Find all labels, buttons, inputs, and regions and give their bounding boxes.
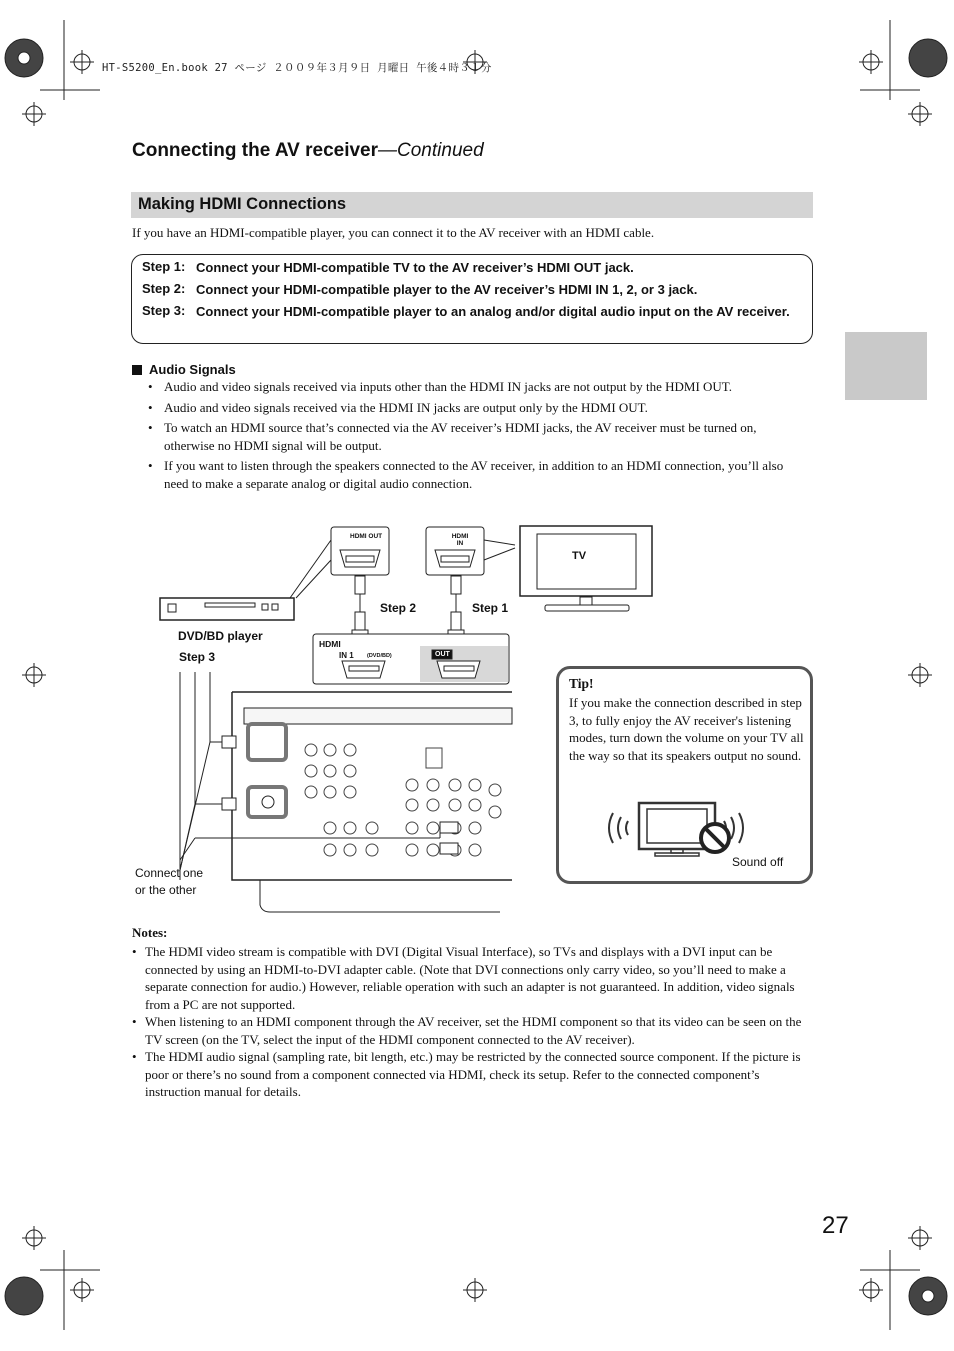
- out-label: OUT: [435, 651, 450, 658]
- page-title-suffix: —Continued: [378, 140, 484, 161]
- tv-label: TV: [572, 550, 587, 562]
- connect-one-label: Connect one: [135, 866, 204, 880]
- step-text: Connect your HDMI-compatible player to the AV receiver’s HDMI IN 1, 2, or 3 jack.: [196, 282, 698, 297]
- list-item: • Audio and video signals received via the HDMI IN jacks are output only by the HDMI OUT.: [148, 399, 808, 417]
- intro-paragraph: If you have an HDMI-compatible player, you can connect it to the AV receiver with an HDMI cable.: [132, 225, 655, 240]
- note-item: • The HDMI audio signal (sampling rate, bit length, etc.) may be restricted by the connected source component. If the picture is poor or there’s no sound from a component connected via HDMI, check its setup. Refer to the connected component’s instruction manual for details.: [132, 1048, 812, 1101]
- sound-off-label: Sound off: [732, 855, 784, 869]
- list-item: • To watch an HDMI source that’s connected via the AV receiver’s HDMI jacks, the AV receiver must be turned on, otherwise no HDMI signal will be output.: [148, 419, 808, 454]
- dvd-bd-label: (DVD/BD): [367, 653, 392, 659]
- hdmi-panel-label: HDMI: [319, 639, 341, 649]
- list-item: • If you want to listen through the speakers connected to the AV receiver, in addition to an HDMI connection, you’ll also need to make a separate analog or digital audio connection.: [148, 457, 808, 492]
- step-3-label: Step 3: [179, 650, 216, 664]
- page-title-main: Connecting the AV receiver: [132, 140, 379, 161]
- step-number: Step 2:: [142, 281, 186, 296]
- hdmi-out-label: HDMI OUT: [350, 533, 383, 540]
- file-header: HT-S5200_En.book 27 ページ ２００９年３月９日 月曜日 午後４時３１分: [102, 62, 492, 74]
- hdmi-in-label: HDMI IN: [451, 533, 469, 547]
- step-text: Connect your HDMI-compatible TV to the AV receiver’s HDMI OUT jack.: [196, 260, 634, 275]
- note-item: • The HDMI video stream is compatible with DVI (Digital Visual Interface), so TVs and displays with a DVI input can be connected by using an HDMI-to-DVI adapter cable. (Note that DVI connections only carry video, so you’ll need to make a separate connection for audio.) However, reliable operation with such an adapter is not guaranteed. In addition, video signals from a PC are not supported.: [132, 943, 812, 1013]
- step-number: Step 3:: [142, 303, 186, 318]
- audio-signals-label: Audio Signals: [149, 362, 236, 377]
- notes-list: [132, 943, 812, 1101]
- section-title: Making HDMI Connections: [138, 195, 347, 213]
- dvd-player-label: DVD/BD player: [178, 629, 263, 643]
- tip-text: If you make the connection described in step 3, to fully enjoy the AV receiver's listening modes, turn down the volume on your TV all the way so that its speakers output no sound.: [569, 695, 804, 763]
- step-number: Step 1:: [142, 259, 186, 274]
- step-text: Connect your HDMI-compatible player to an analog and/or digital audio input on the AV receiver.: [196, 304, 790, 319]
- step-2-label: Step 2: [380, 601, 417, 615]
- or-the-other-label: or the other: [135, 883, 197, 897]
- dvd-player-illustration: [160, 598, 294, 620]
- page-number: 27: [822, 1212, 849, 1239]
- note-item: • When listening to an HDMI component through the AV receiver, set the HDMI component so that its video can be seen on the TV screen (on the TV, select the input of the HDMI component connected to the AV receiver).: [132, 1013, 812, 1048]
- notes-title: Notes:: [132, 925, 168, 940]
- in1-label: IN 1: [339, 651, 354, 660]
- list-item: • Audio and video signals received via inputs other than the HDMI IN jacks are not output by the HDMI OUT.: [148, 378, 808, 396]
- step-1-label: Step 1: [472, 601, 509, 615]
- tip-title: Tip!: [569, 676, 594, 691]
